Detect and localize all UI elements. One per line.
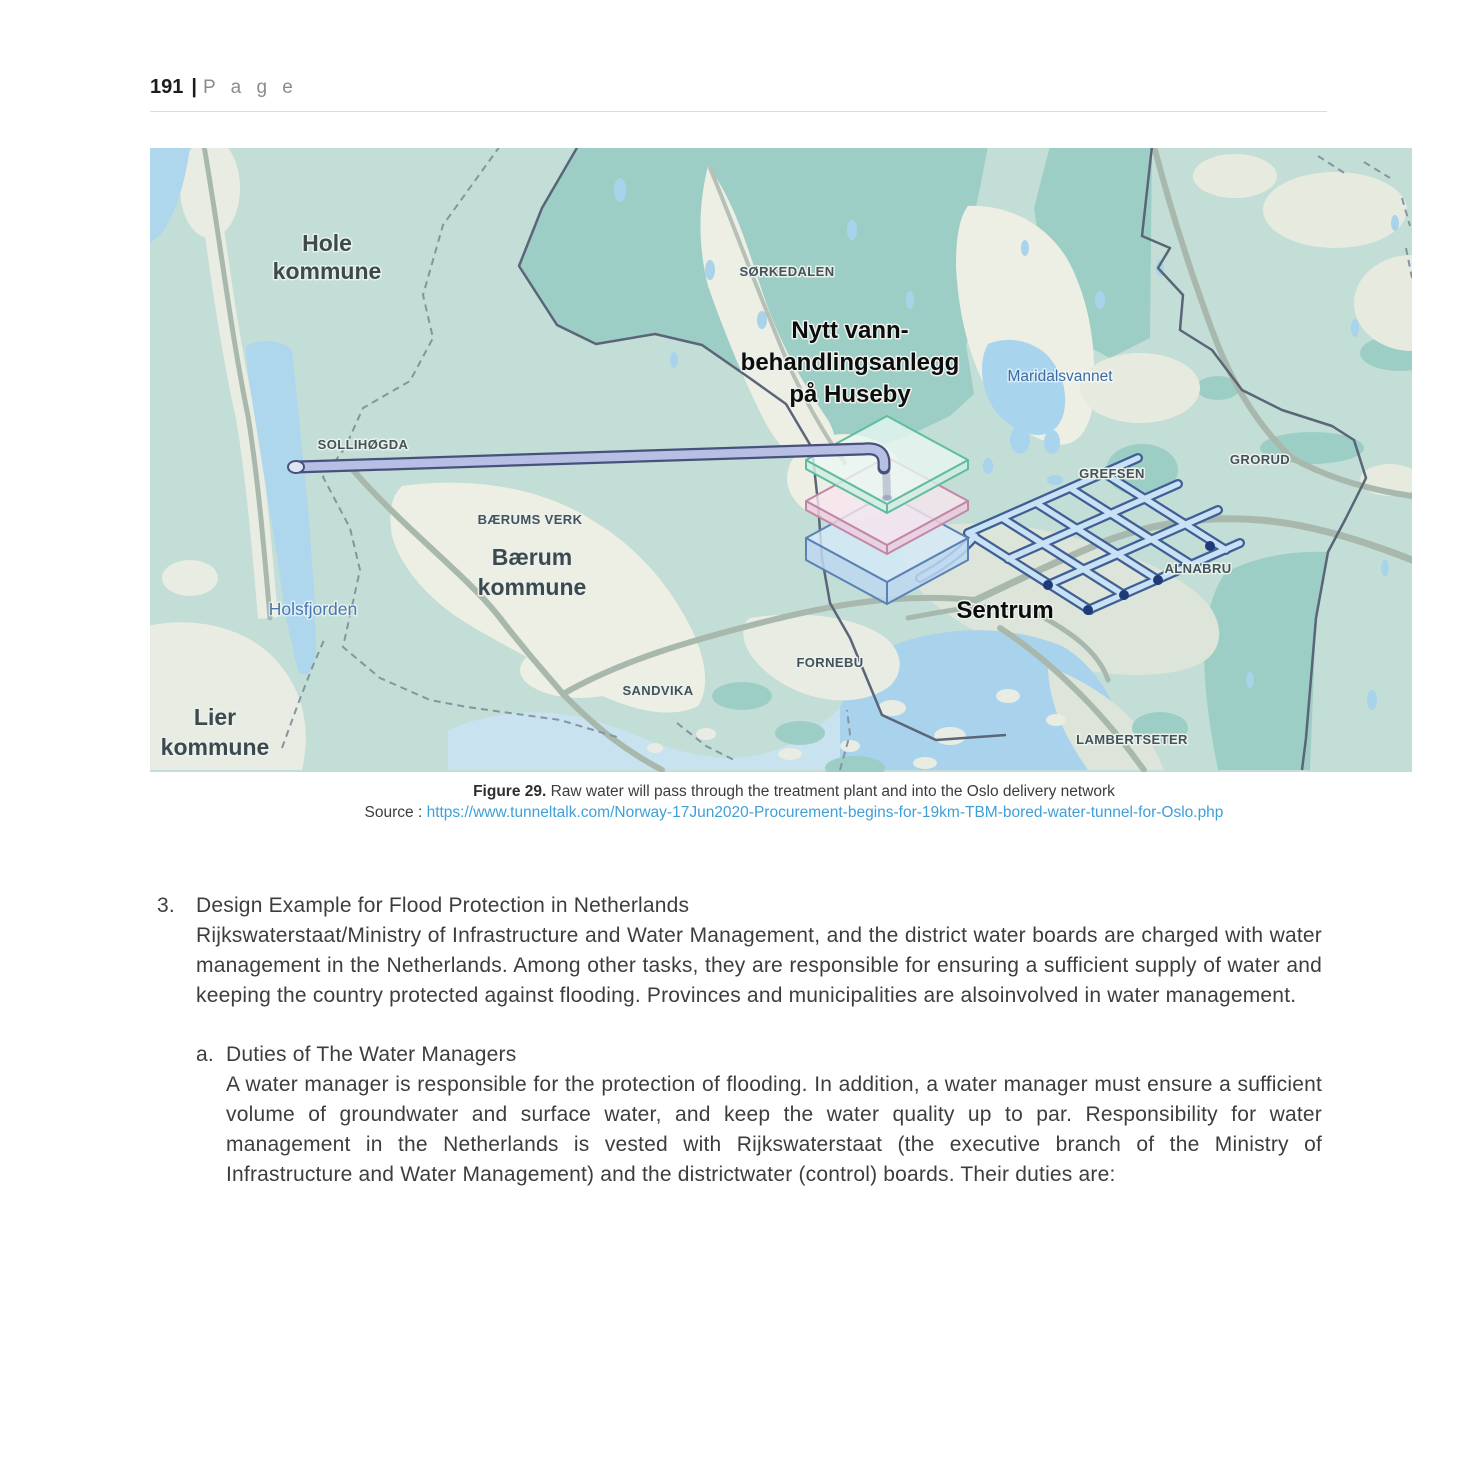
page-number: 191 bbox=[150, 76, 184, 98]
body-content bbox=[150, 891, 1327, 1190]
label-sorkedalen: SØRKEDALEN bbox=[739, 264, 835, 279]
list-item-a-body: A water manager is responsible for the protection of flooding. In addition, a water manager must ensure a sufficient volume of groundwater and surface water, and keep the water quality up to par. Responsibility for water management in the Netherlands is vested with Rijkswaterstaat (the executive branch of the Ministry of Infrastructure and Water Management) and the districtwater (control) boards. Their duties are: bbox=[226, 1073, 1322, 1186]
list-item-a bbox=[196, 1040, 1327, 1190]
list-item-3-title: Design Example for Flood Protection in Netherlands bbox=[196, 894, 690, 917]
page-header bbox=[150, 76, 1327, 112]
label-baerum-kommune: Bærum bbox=[491, 544, 573, 570]
label-grefsen: GREFSEN bbox=[1079, 466, 1145, 481]
label-baerums-verk: BÆRUMS VERK bbox=[477, 512, 583, 527]
list-item-3-body: Rijkswaterstaat/Ministry of Infrastructure and Water Management, and the district water boards are charged with water management in the Netherlands. Among other tasks, they are responsible for ensuring a sufficient supply of water and keeping the country protected against flooding. Provinces and municipalities are alsoinvolved in water management. bbox=[196, 924, 1322, 1007]
svg-text:kommune: kommune bbox=[477, 574, 587, 600]
label-lier-kommune: Lier bbox=[193, 704, 237, 730]
label-sandvika: SANDVIKA bbox=[622, 683, 694, 698]
list-item-3-number: 3. bbox=[157, 894, 175, 917]
svg-text:kommune: kommune bbox=[272, 258, 382, 284]
label-sollihogda: SOLLIHØGDA bbox=[317, 437, 409, 452]
svg-text:kommune: kommune bbox=[160, 734, 270, 760]
source-label: Source : bbox=[364, 804, 427, 821]
list-item-a-letter: a. bbox=[196, 1043, 214, 1066]
label-fornebu: FORNEBU bbox=[796, 655, 864, 670]
source-link[interactable]: https://www.tunneltalk.com/Norway-17Jun2020-Procurement-begins-for-19km-TBM-bored-water-tunnel-for-Oslo.php bbox=[426, 804, 1224, 821]
label-holsfjorden: Holsfjorden bbox=[268, 599, 358, 619]
label-sentrum: Sentrum bbox=[956, 597, 1054, 624]
svg-text:på Huseby: på Huseby bbox=[789, 381, 911, 408]
label-lambertseter: LAMBERTSETER bbox=[1076, 732, 1188, 747]
figure-source bbox=[176, 802, 1412, 823]
figure-caption bbox=[150, 781, 1412, 823]
label-maridalsvannet: Maridalsvannet bbox=[1007, 368, 1113, 385]
list-item-a-title: Duties of The Water Managers bbox=[226, 1043, 517, 1066]
label-nytt-vannbehandlingsanlegg: Nytt vann- bbox=[791, 317, 909, 344]
page-header-word: P a g e bbox=[202, 77, 298, 98]
label-alnabru: ALNABRU bbox=[1164, 561, 1232, 576]
label-grorud: GRORUD bbox=[1229, 452, 1291, 467]
svg-text:behandlingsanlegg: behandlingsanlegg bbox=[740, 349, 960, 376]
oslo-water-tunnel-map bbox=[150, 148, 1412, 772]
page-header-separator: | bbox=[191, 76, 197, 98]
tunnel-portal bbox=[288, 461, 304, 473]
figure-caption-text: Figure 29. Raw water will pass through the treatment plant and into the Oslo delivery network bbox=[473, 783, 1115, 800]
list-item-3 bbox=[150, 891, 1327, 1011]
label-hole-kommune: Hole bbox=[302, 230, 352, 256]
map-figure bbox=[150, 148, 1412, 772]
figure-number: Figure 29. bbox=[473, 783, 547, 800]
